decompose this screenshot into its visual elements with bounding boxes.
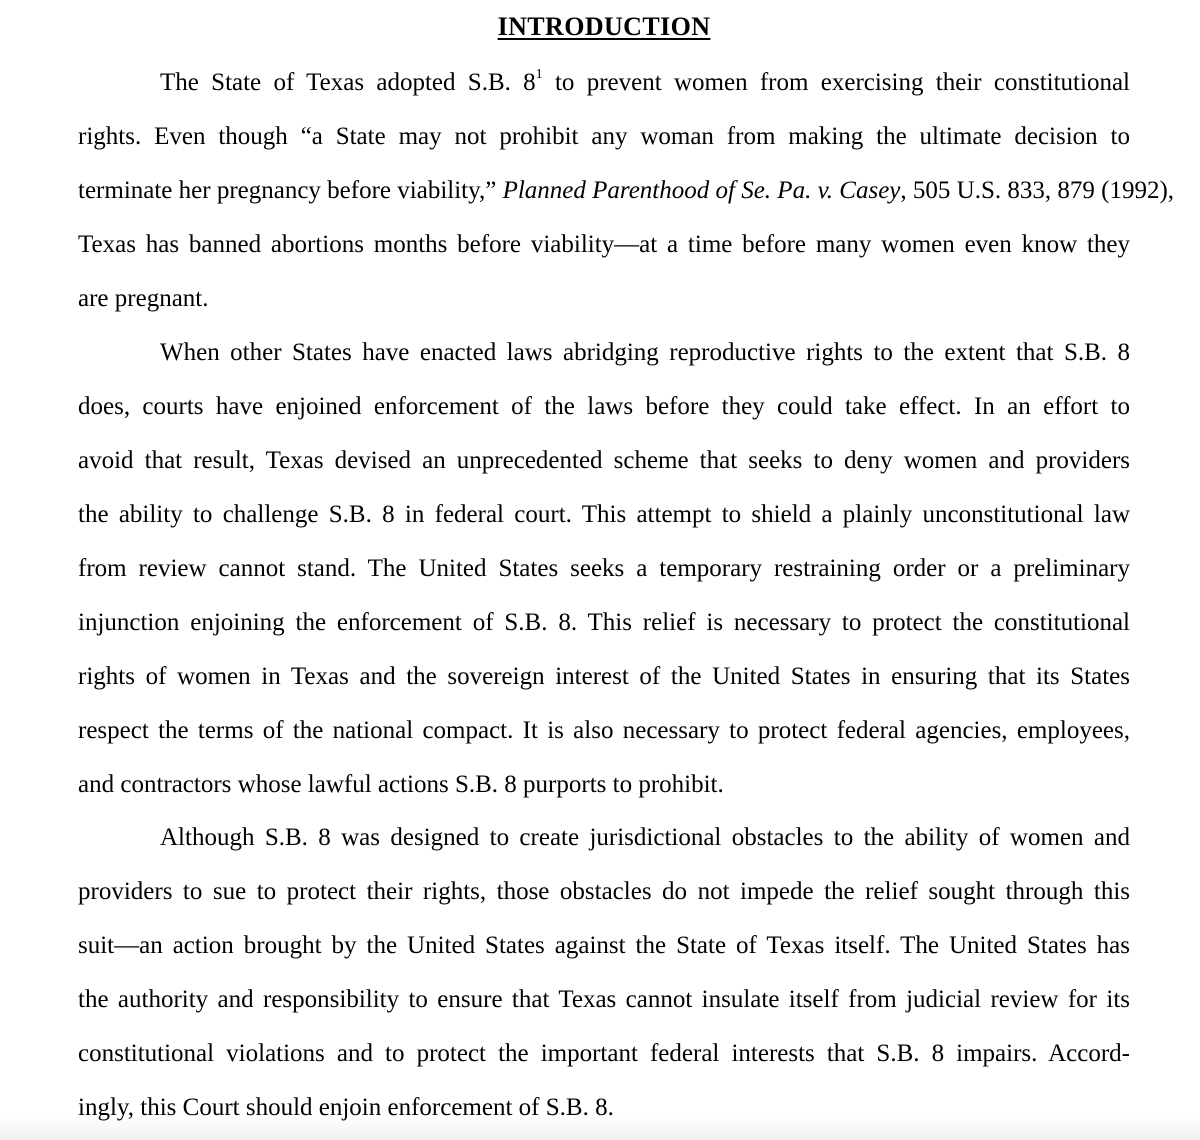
text-run: The State of Texas adopted S.B. 8 [160, 69, 536, 96]
paragraph-3-line-6: ingly, this Court should enjoin enforcement of S.B. 8. [78, 1094, 614, 1121]
paragraph-3-line-1: Although S.B. 8 was designed to create jurisdictional obstacles to the ability of women and [160, 824, 1130, 851]
paragraph-1-line-1 [160, 66, 1130, 100]
case-citation: Planned Parenthood of Se. Pa. v. Casey [502, 177, 901, 204]
text-run: to prevent women from exercising their constitutional [542, 69, 1130, 96]
paragraph-3-line-3: suit—an action brought by the United States against the State of Texas itself. The United States has [78, 932, 1130, 959]
text-run: terminate her pregnancy before viability,” [78, 177, 503, 204]
paragraph-2-line-7: rights of women in Texas and the sovereign interest of the United States in ensuring that its States [78, 663, 1130, 690]
paragraph-1-line-3 [78, 174, 1175, 208]
section-heading: INTRODUCTION [497, 12, 711, 41]
paragraph-2-line-1: When other States have enacted laws abridging reproductive rights to the extent that S.B. 8 [160, 339, 1130, 366]
paragraph-1-line-4: Texas has banned abortions months before viability—at a time before many women even know they [78, 231, 1130, 258]
footnote-marker[interactable]: 1 [535, 67, 543, 82]
paragraph-2-line-3: avoid that result, Texas devised an unprecedented scheme that seeks to deny women and providers [78, 447, 1130, 474]
paragraph-1-line-5: are pregnant. [78, 285, 209, 312]
paragraph-3-line-5: constitutional violations and to protect the important federal interests that S.B. 8 impairs. Accord- [78, 1040, 1130, 1067]
paragraph-2-line-8: respect the terms of the national compact. It is also necessary to protect federal agencies, employees, [78, 717, 1130, 744]
paragraph-3-line-4: the authority and responsibility to ensure that Texas cannot insulate itself from judicial review for its [78, 986, 1130, 1013]
paragraph-2-line-6: injunction enjoining the enforcement of S.B. 8. This relief is necessary to protect the constitutional [78, 609, 1130, 636]
paragraph-2-line-5: from review cannot stand. The United States seeks a temporary restraining order or a preliminary [78, 555, 1130, 582]
paragraph-1-line-2: rights. Even though “a State may not prohibit any woman from making the ultimate decision to [78, 123, 1130, 150]
text-run: , 505 U.S. 833, 879 (1992), [900, 177, 1175, 204]
paragraph-2-line-9: and contractors whose lawful actions S.B. 8 purports to prohibit. [78, 771, 724, 798]
paragraph-2-line-4: the ability to challenge S.B. 8 in federal court. This attempt to shield a plainly unconstitutional law [78, 501, 1130, 528]
paragraph-3-line-2: providers to sue to protect their rights, those obstacles do not impede the relief sought through this [78, 878, 1130, 905]
paragraph-2-line-2: does, courts have enjoined enforcement of the laws before they could take effect. In an effort to [78, 393, 1130, 420]
